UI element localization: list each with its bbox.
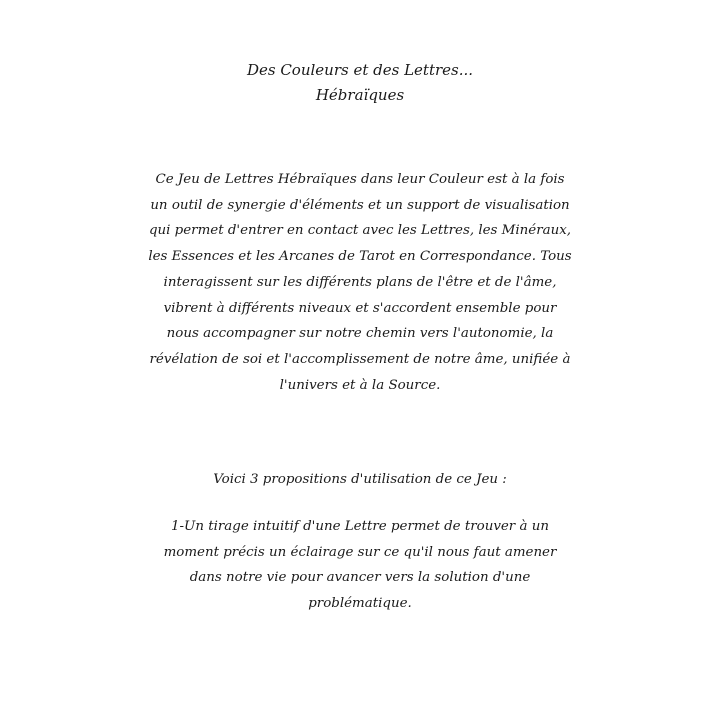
intro-line: Ce Jeu de Lettres Hébraïques dans leur Couleur est à la fois — [155, 172, 565, 187]
intro-line: les Essences et les Arcanes de Tarot en Correspondance. Tous — [148, 249, 572, 265]
proposal-line: 1-Un tirage intuitif d'une Lettre permet de trouver à un — [171, 519, 549, 534]
document-subtitle: Hébraïques — [315, 86, 405, 104]
intro-line: vibrent à différents niveaux et s'accordent ensemble pour — [163, 300, 557, 316]
proposal-1-paragraph — [0, 514, 720, 617]
proposal-line: dans notre vie pour avancer vers la solution d'une — [189, 570, 531, 586]
document-title: Des Couleurs et des Lettres... — [246, 61, 474, 79]
proposals-heading-text: Voici 3 propositions d'utilisation de ce Jeu : — [213, 472, 507, 487]
intro-line: nous accompagner sur notre chemin vers l'autonomie, la — [166, 326, 554, 342]
intro-line: l'univers et à la Source. — [279, 377, 441, 393]
proposals-heading — [0, 467, 720, 493]
intro-line: qui permet d'entrer en contact avec les Lettres, les Minéraux, — [148, 223, 572, 239]
intro-paragraph — [0, 167, 720, 398]
proposal-line: problématique. — [308, 596, 412, 612]
intro-line: révélation de soi et l'accomplissement de notre âme, unifiée à — [149, 351, 571, 367]
intro-line: un outil de synergie d'éléments et un support de visualisation — [150, 197, 570, 213]
intro-line: interagissent sur les différents plans de l'être et de l'âme, — [163, 274, 557, 290]
proposal-line: moment précis un éclairage sur ce qu'il nous faut amener — [163, 544, 557, 560]
